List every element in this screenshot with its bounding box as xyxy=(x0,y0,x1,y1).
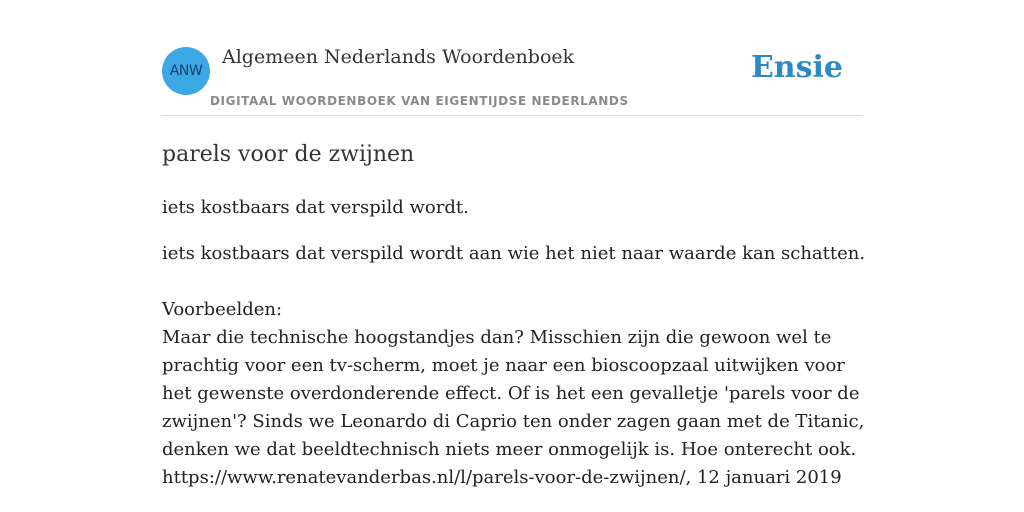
entry-term: parels voor de zwijnen xyxy=(162,142,415,167)
entry-content xyxy=(162,138,867,492)
example-source: https://www.renatevanderbas.nl/l/parels-voor-de-zwijnen/, 12 januari 2019 xyxy=(162,467,842,488)
anw-logo[interactable] xyxy=(162,47,210,95)
examples-label: Voorbeelden: xyxy=(162,299,283,320)
example-text: Maar die technische hoogstandjes dan? Misschien zijn die gewoon wel te prachtig voor een tv-scherm, moet je naar een bioscoopzaal uitwijken voor het gewenste overdonderende effect. Of is het een gevalletje 'parels voor de zwijnen'? Sinds we Leonardo di Caprio ten onder zagen gaan met de Titanic, denken we dat beeldtechnisch niets meer onmogelijk is. Hoe onterecht ook. xyxy=(162,327,865,460)
site-subtitle: DIGITAAL WOORDENBOEK VAN EIGENTIJDSE NEDERLANDS xyxy=(210,94,629,108)
ensie-brand-logo[interactable]: Ensie xyxy=(750,50,843,85)
definition-2: iets kostbaars dat verspild wordt aan wie het niet naar waarde kan schatten. xyxy=(162,243,866,264)
examples-block xyxy=(162,296,867,492)
anw-logo-text: ANW xyxy=(169,63,203,79)
site-title[interactable]: Algemeen Nederlands Woordenboek xyxy=(222,46,575,68)
header-divider xyxy=(162,115,862,116)
definition-1: iets kostbaars dat verspild wordt. xyxy=(162,197,469,218)
